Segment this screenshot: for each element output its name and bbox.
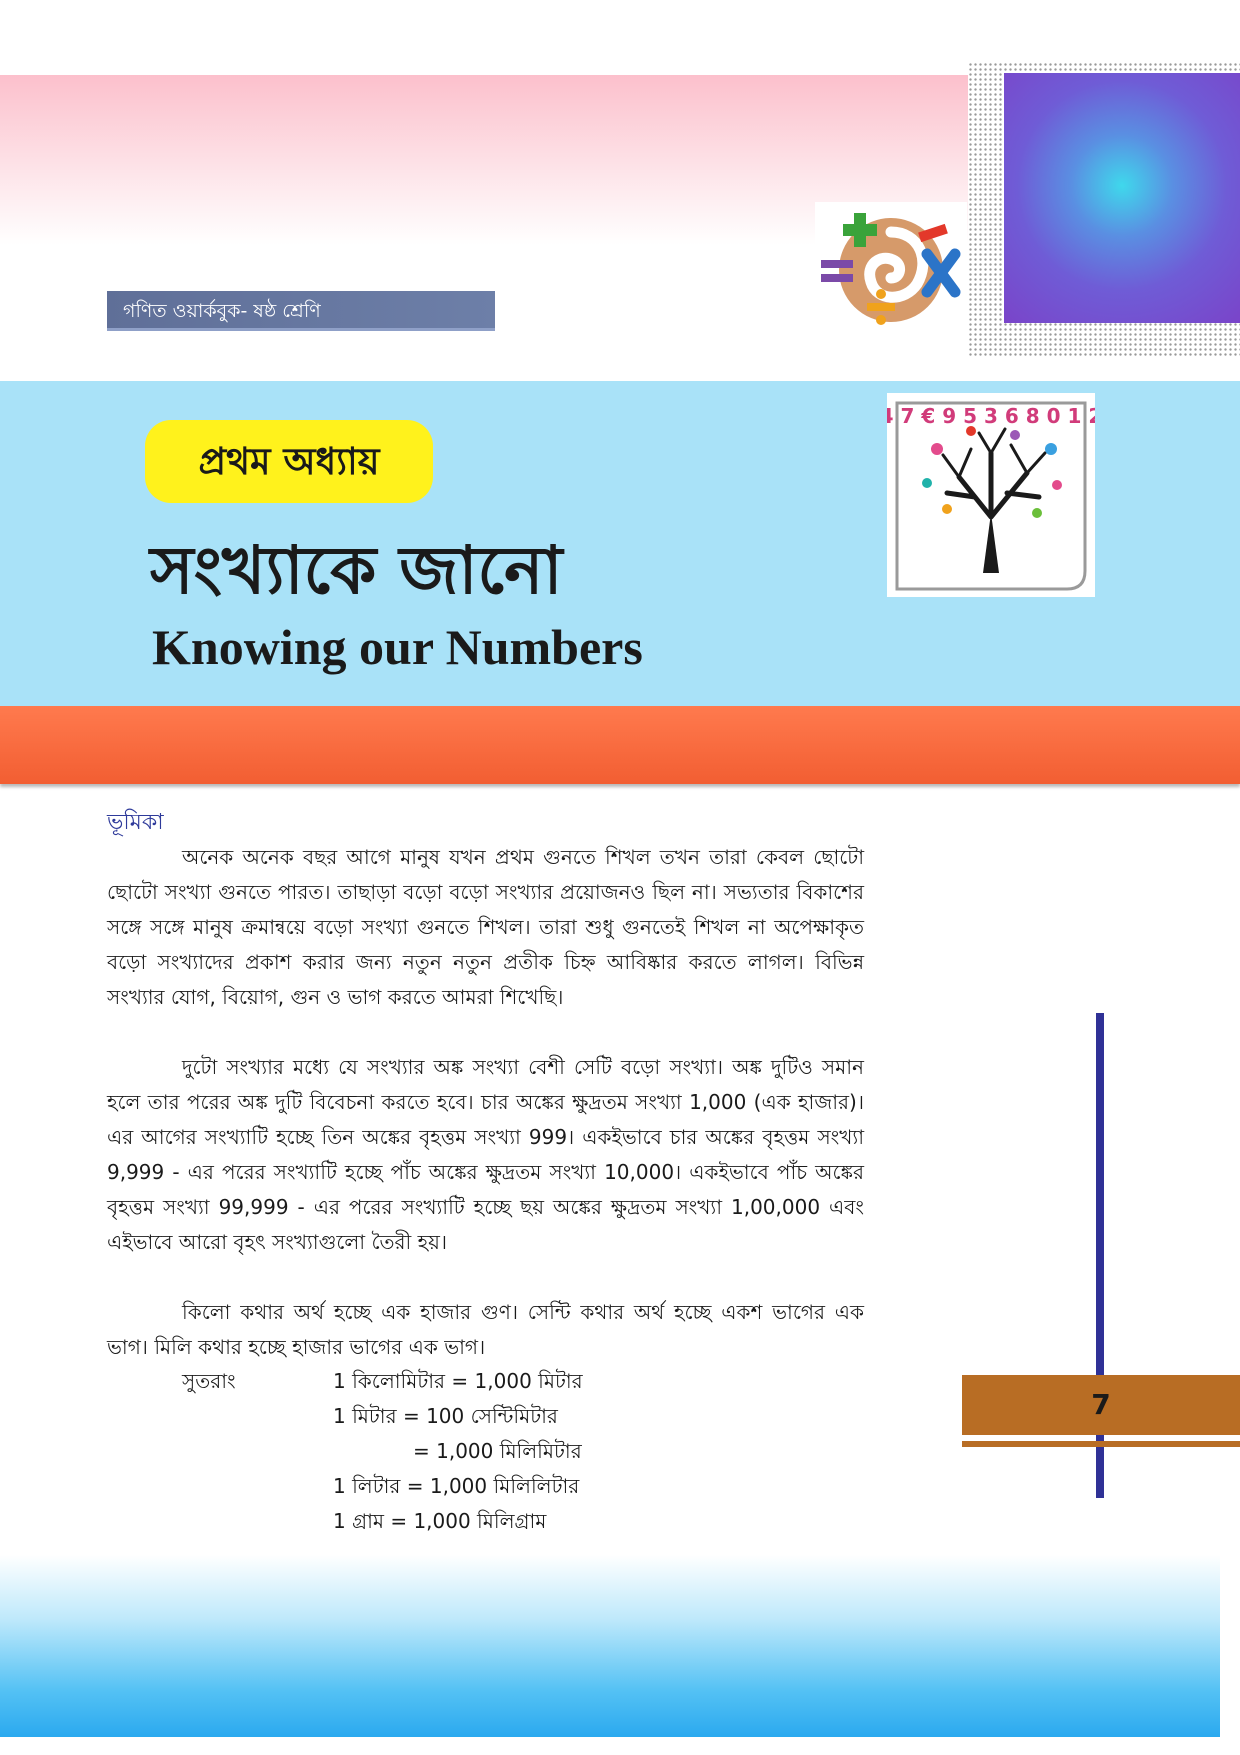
decorative-purple-square [1004, 73, 1240, 323]
conversion-line: 1 মিটার = 100 সেন্টিমিটার [333, 1404, 558, 1428]
section-heading: ভূমিকা [107, 810, 164, 835]
page-number: 7 [962, 1375, 1240, 1435]
paragraph-units: কিলো কথার অর্থ হচ্ছে এক হাজার গুণ। সেন্টি কথার অর্থ হচ্ছে একশ ভাগের এক ভাগ। মিলি কথার হচ্ছে হাজার ভাগের এক ভাগ। [107, 1300, 864, 1359]
paragraph-intro: অনেক অনেক বছর আগে মানুষ যখন প্রথম গুনতে শিখল তখন তারা কেবল ছোটো ছোটো সংখ্যা গুনতে পারত। তাছাড়া বড়ো বড়ো সংখ্যার প্রয়োজনও ছিল না। সভ্যতার বিকাশের সঙ্গে সঙ্গে মানুষ ক্রমান্বয়ে বড়ো সংখ্যা গুনতে শিখল। তারা শুধু গুনতেই শিখল না অপেক্ষাকৃত বড়ো সংখ্যাদের প্রকাশ করার জন্য নতুন নতুন প্রতীক চিহ্ন আবিষ্কার করতে লাগল। বিভিন্ন সংখ্যার যোগ, বিয়োগ, গুন ও ভাগ করতে আমরা শিখেছি। [107, 845, 864, 1009]
conversion-line: 1 কিলোমিটার = 1,000 মিটার [333, 1369, 583, 1393]
conversion-line: 1 লিটার = 1,000 মিলিলিটার [333, 1474, 580, 1498]
conversion-line: 1 গ্রাম = 1,000 মিলিগ্রাম [333, 1509, 547, 1533]
tree-digits-label: 4 7 € 9 5 3 6 8 0 1 2 [887, 404, 1095, 428]
conversions-lead: সুতরাং [182, 1369, 236, 1393]
footer-gradient-band [0, 1555, 1220, 1737]
math-operators-icon [815, 202, 967, 332]
page-tab-underline [962, 1441, 1240, 1447]
conversion-line: = 1,000 মিলিমিটার [413, 1439, 582, 1463]
paragraph-digits: দুটো সংখ্যার মধ্যে যে সংখ্যার অঙ্ক সংখ্যা বেশী সেটি বড়ো সংখ্যা। অঙ্ক দুটিও সমান হলে তার পরের অঙ্ক দুটি বিবেচনা করতে হবে। চার অঙ্কের ক্ষুদ্রতম সংখ্যা 1,000 (এক হাজার)। এর আগের সংখ্যাটি হচ্ছে তিন অঙ্কের বৃহত্তম সংখ্যা 999। একইভাবে চার অঙ্কের বৃহত্তম সংখ্যা 9,999 - এর পরের সংখ্যাটি হচ্ছে পাঁচ অঙ্কের ক্ষুদ্রতম সংখ্যা 10,000। একইভাবে পাঁচ অঙ্কের বৃহত্তম সংখ্যা 99,999 - এর পরের সংখ্যাটি হচ্ছে ছয় অঙ্কের ক্ষুদ্রতম সংখ্যা 1,00,000 এবং এইভাবে আরো বৃহৎ সংখ্যাগুলো তৈরী হয়। [107, 1055, 864, 1254]
chapter-title-bengali: সংখ্যাকে জানো [150, 532, 563, 609]
orange-divider-band [0, 706, 1240, 784]
chapter-number-badge: প্রথম অধ্যায় [145, 420, 433, 503]
number-tree-illustration [887, 393, 1095, 597]
chapter-title-english: Knowing our Numbers [152, 619, 643, 675]
book-series-label: গণিত ওয়ার্কবুক- ষষ্ঠ শ্রেণি [107, 291, 495, 331]
